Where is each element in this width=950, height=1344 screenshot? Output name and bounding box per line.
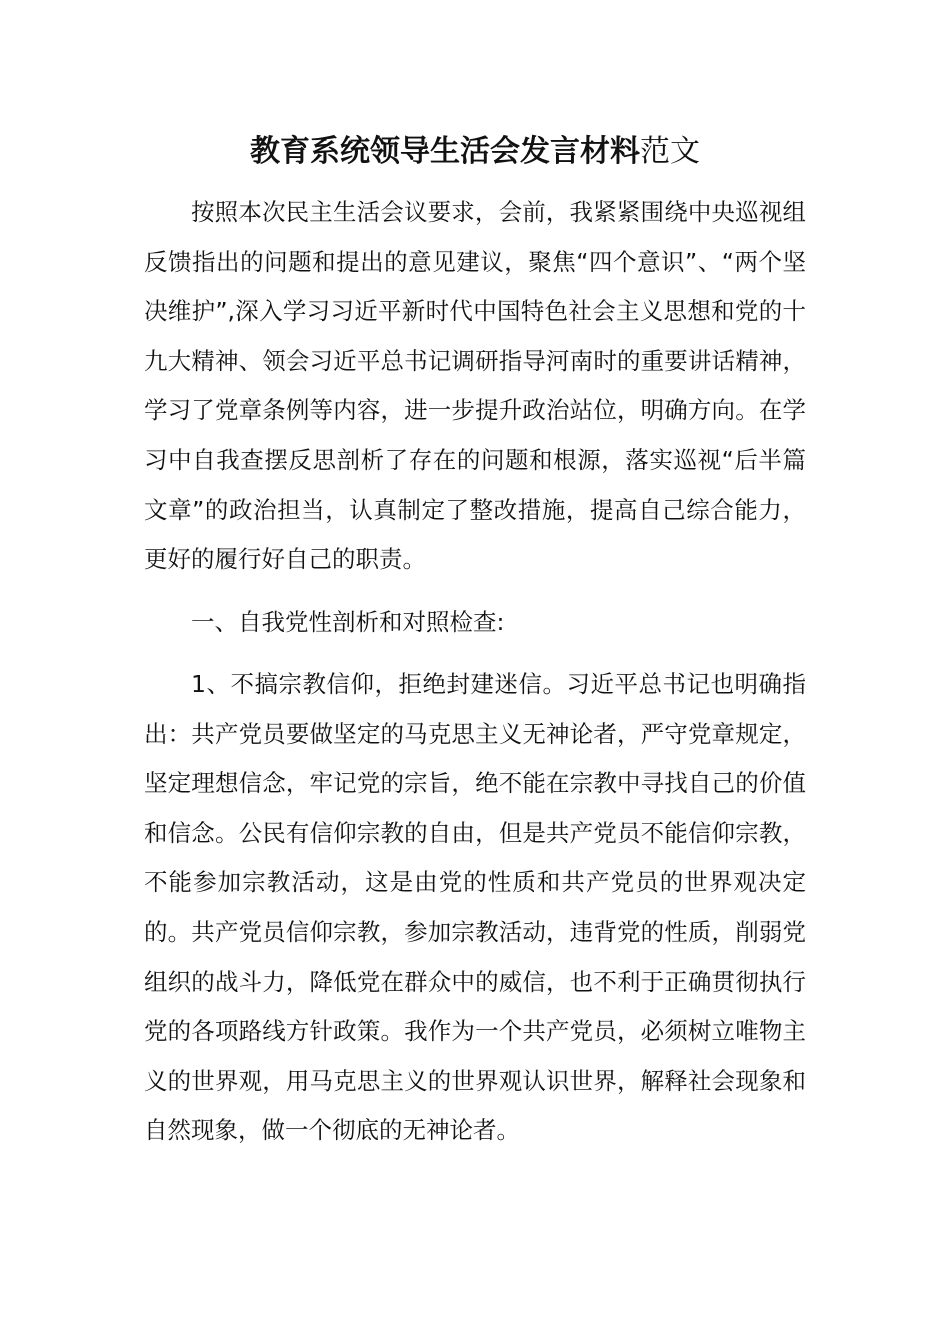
document-title xyxy=(0,128,950,176)
item-1-paragraph: 1、不搞宗教信仰，拒绝封建迷信。习近平总书记也明确指出：共产党员要做坚定的马克思主义无神论者，严守党章规定，坚定理想信念，牢记党的宗旨，绝不能在宗教中寻找自己的价值和信念。公民有信仰宗教的自由，但是共产党员不能信仰宗教，不能参加宗教活动，这是由党的性质和共产党员的世界观决定的。共产党员信仰宗教，参加宗教活动，违背党的性质，削弱党组织的战斗力，降低党在群众中的威信，也不利于正确贯彻执行党的各项路线方针政策。我作为一个共产党员，必须树立唯物主义的世界观，用马克思主义的世界观认识世界，解释社会现象和自然现象，做一个彻底的无神论者。 xyxy=(144,670,806,1145)
intro-paragraph: 按照本次民主生活会议要求，会前，我紧紧围绕中央巡视组反馈指出的问题和提出的意见建议，聚焦“四个意识”、“两个坚决维护”,深入学习习近平新时代中国特色社会主义思想和党的十九大精神、领会习近平总书记调研指导河南时的重要讲话精神，学习了党章条例等内容，进一步提升政治站位，明确方向。在学习中自我查摆反思剖析了存在的问题和根源，落实巡视“后半篇文章”的政治担当，认真制定了整改措施，提高自己综合能力，更好的履行好自己的职责。 xyxy=(144,198,806,574)
section-heading-1: 一、自我党性剖析和对照检查: xyxy=(191,608,505,636)
title-main: 教育系统领导生活会发言材料 xyxy=(250,134,640,169)
title-suffix: 范文 xyxy=(640,134,700,169)
